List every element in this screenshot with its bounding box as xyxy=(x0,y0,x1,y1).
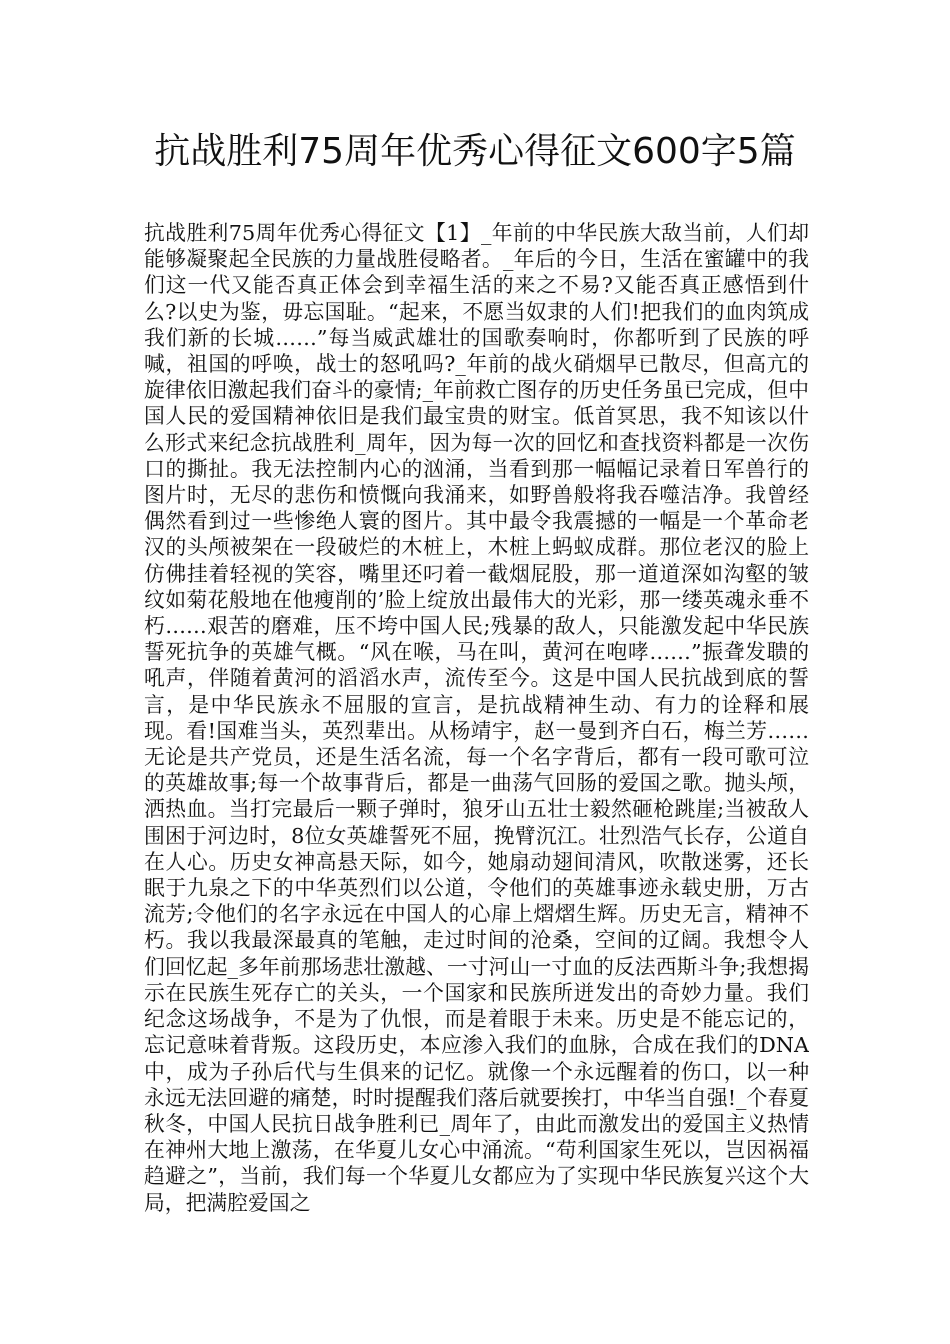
document-body-paragraph: 抗战胜利75周年优秀心得征文【1】_年前的中华民族大敌当前，人们却能够凝聚起全民族的力量战胜侵略者。_年后的今日，生活在蜜罐中的我们这一代又能否真正体会到幸福生活的来之不易?又能否真正感悟到什么?以史为鉴，毋忘国耻。“起来，不愿当奴隶的人们!把我们的血肉筑成我们新的长城……”每当威武雄壮的国歌奏响时，你都听到了民族的呼喊，祖国的呼唤，战士的怒吼吗?_年前的战火硝烟早已散尽，但高亢的旋律依旧激起我们奋斗的豪情;_年前救亡图存的历史任务虽已完成，但中国人民的爱国精神依旧是我们最宝贵的财宝。低首冥思，我不知该以什么形式来纪念抗战胜利_周年，因为每一次的回忆和查找资料都是一次伤口的撕扯。我无法控制内心的汹涌，当看到那一幅幅记录着日军兽行的图片时，无尽的悲伤和愤慨向我涌来，如野兽般将我吞噬洁净。我曾经偶然看到过一些惨绝人寰的图片。其中最令我震撼的一幅是一个革命老汉的头颅被架在一段破烂的木桩上，木桩上蚂蚁成群。那位老汉的脸上仿佛挂着轻视的笑容，嘴里还叼着一截烟屁股，那一道道深如沟壑的皱纹如菊花般地在他瘦削的’脸上绽放出最伟大的光彩，那一缕英魂永垂不朽……艰苦的磨难，压不垮中国人民;残暴的敌人，只能激发起中华民族誓死抗争的英雄气概。“风在喉，马在叫，黄河在咆哮……”振聋发聩的吼声，伴随着黄河的滔滔水声，流传至今。这是中国人民抗战到底的誓言，是中华民族永不屈服的宣言，是抗战精神生动、有力的诠释和展现。看!国难当头，英烈辈出。从杨靖宇，赵一曼到齐白石，梅兰芳……无论是共产党员，还是生活名流，每一个名字背后，都有一段可歌可泣的英雄故事;每一个故事背后，都是一曲荡气回肠的爱国之歌。抛头颅，洒热血。当打完最后一颗子弹时，狼牙山五壮士毅然砸枪跳崖;当被敌人围困于河边时，8位女英雄誓死不屈，挽臂沉江。壮烈浩气长存，公道自在人心。历史女神高悬天际，如今，她扇动翅间清风，吹散迷雾，还长眠于九泉之下的中华英烈们以公道，令他们的英雄事迹永载史册，万古流芳;令他们的名字永远在中国人的心扉上熠熠生辉。历史无言，精神不朽。我以我最深最真的笔触，走过时间的沧桑，空间的辽阔。我想令人们回忆起_多年前那场悲壮激越、一寸河山一寸血的反法西斯斗争;我想揭示在民族生死存亡的关头，一个国家和民族所迸发出的奇妙力量。我们纪念这场战争，不是为了仇恨，而是着眼于未来。历史是不能忘记的，忘记意味着背叛。这段历史，本应渗入我们的血脉，合成在我们的DNA中，成为子孙后代与生俱来的记忆。就像一个永远醒着的伤口，以一种永远无法回避的痛楚，时时提醒我们落后就要挨打，中华当自强!_个春夏秋冬，中国人民抗日战争胜利已_周年了，由此而激发出的爱国主义热情在神州大地上激荡，在华夏儿女心中涌流。“苟利国家生死以，岂因祸福趋避之”，当前，我们每一个华夏儿女都应为了实现中华民族复兴这个大局，把满腔爱国之 xyxy=(144,221,809,1215)
document-title: 抗战胜利75周年优秀心得征文600字5篇 xyxy=(154,131,796,172)
